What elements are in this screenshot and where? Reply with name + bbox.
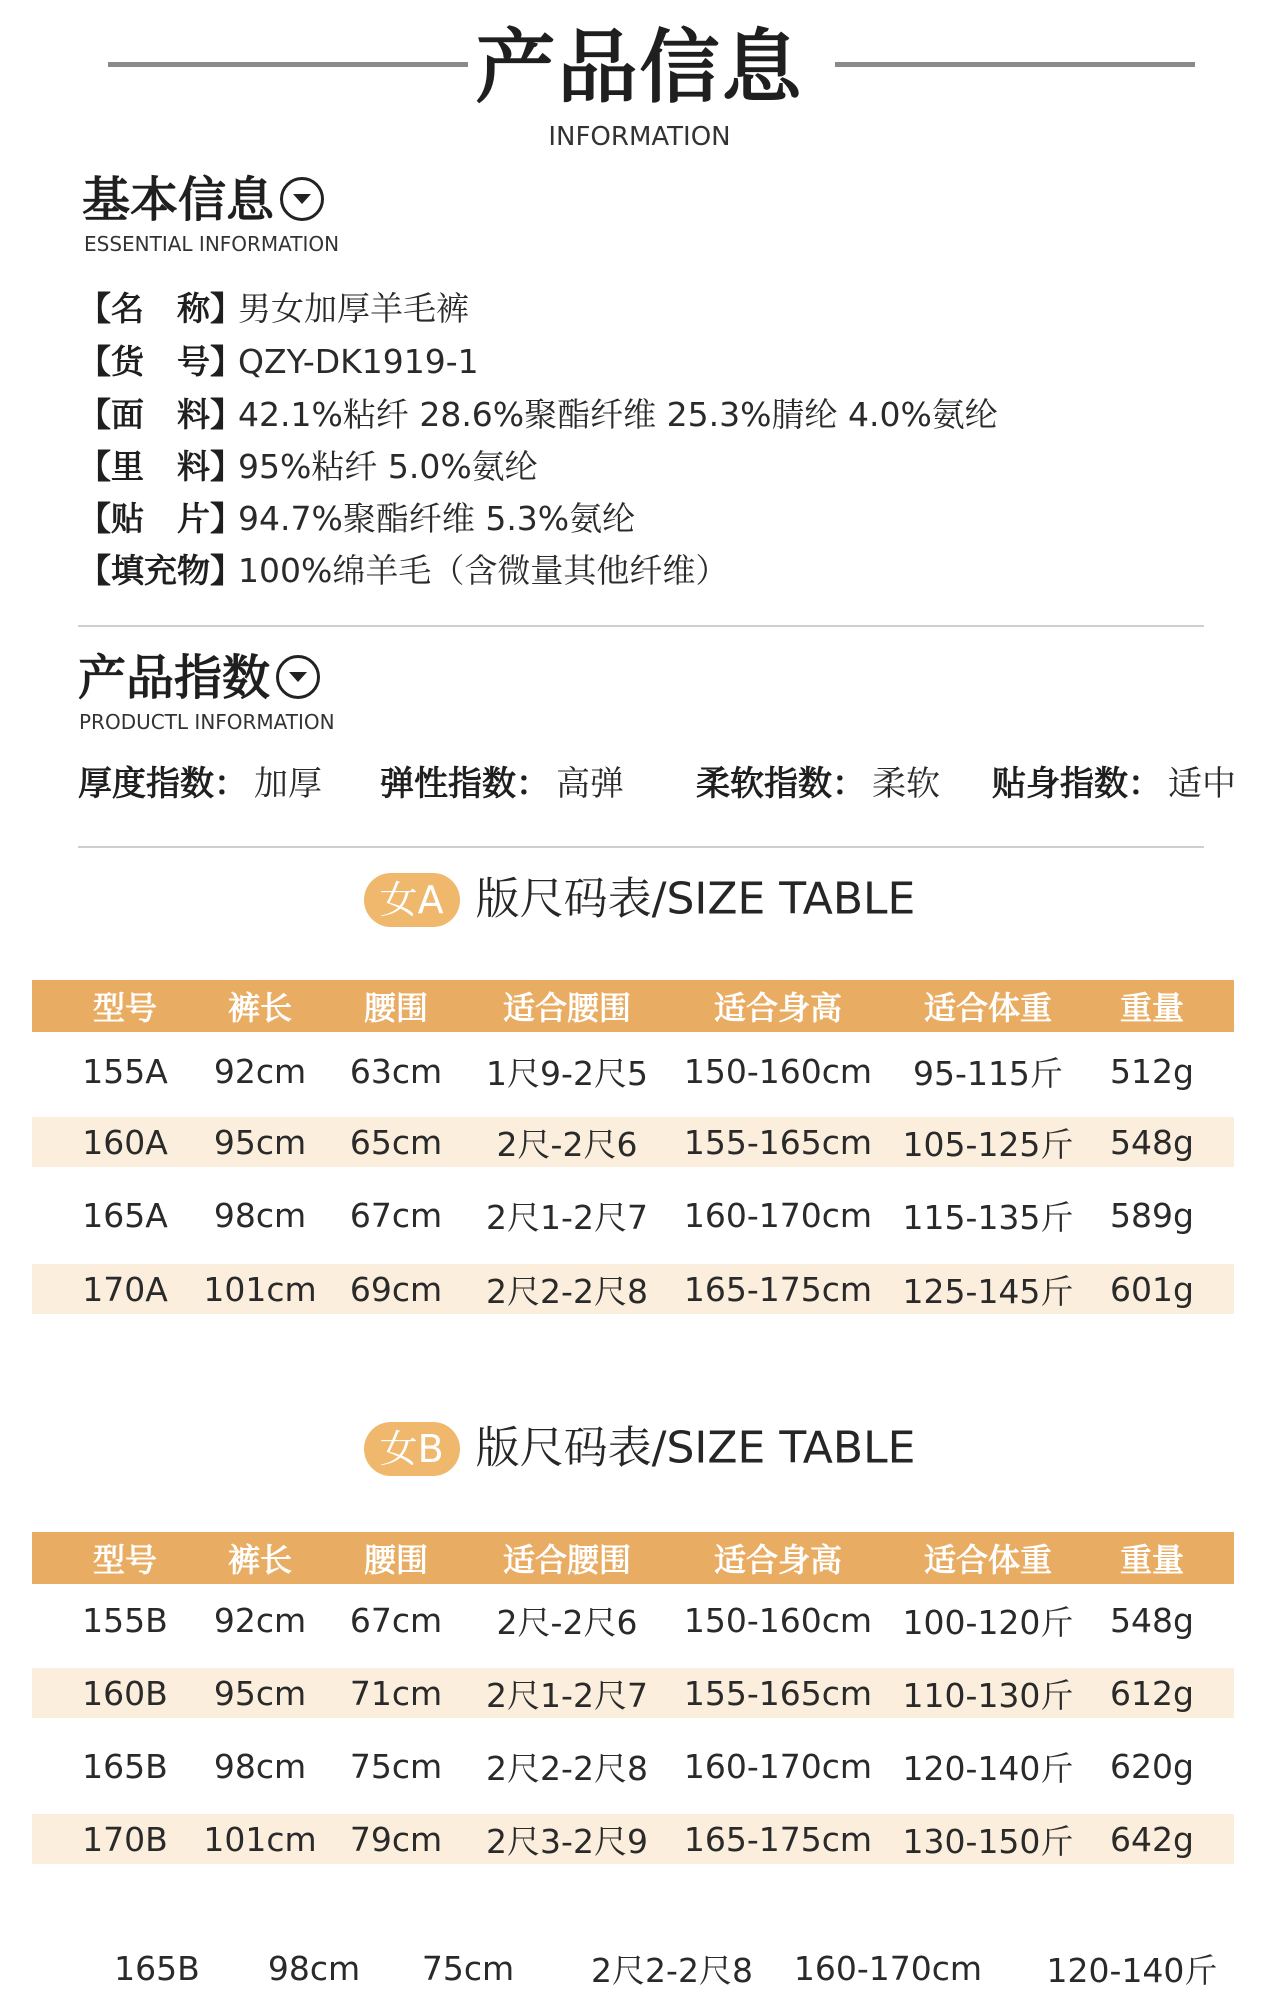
column-header: 重量 [1119,1541,1184,1579]
basic-info-subtitle: ESSENTIAL INFORMATION [84,232,340,256]
index-key: 弹性指数： [380,764,550,804]
chevron-down-icon [276,655,320,699]
info-row-fabric [78,389,998,441]
table-cell: 2尺2-2尺8 [591,1950,753,1990]
table-cell: 160B [82,1673,168,1713]
info-row-lining [78,441,538,493]
section-divider [78,846,1204,848]
table-cell: 65cm [349,1122,443,1162]
column-header: 重量 [1119,989,1184,1027]
table-row [32,1814,1234,1864]
column-header: 型号 [92,989,157,1027]
table-cell: 165B [82,1746,168,1786]
table-cell: 100-120斤 [902,1602,1074,1642]
chevron-down-icon [280,177,324,221]
column-header: 裤长 [227,1541,292,1579]
table-row [32,1187,1234,1243]
index-key: 柔软指数： [696,764,866,804]
column-header: 裤长 [227,989,292,1027]
cutoff-row [32,1938,1234,1998]
index-title: 产品指数 [78,650,271,706]
section-divider [78,625,1204,627]
table-cell: 75cm [349,1746,443,1786]
info-label: 【面 料】 [78,395,243,434]
index-value: 高弹 [556,764,624,804]
table-row [32,1117,1234,1167]
table-cell: 170B [82,1819,168,1859]
index-value: 适中 [1168,764,1236,804]
table-cell: 2尺1-2尺7 [486,1197,648,1237]
table-row [32,1668,1234,1718]
index-key: 贴身指数： [992,764,1162,804]
table-cell: 101cm [203,1819,317,1859]
table-cell: 71cm [349,1673,443,1713]
table-cell: 67cm [349,1600,443,1640]
table-cell: 92cm [213,1051,307,1091]
table-row [32,1264,1234,1314]
info-label: 【名 称】 [78,289,243,328]
column-header: 适合腰围 [502,1541,631,1579]
index-key: 厚度指数： [78,764,248,804]
page-subtitle: INFORMATION [548,122,731,152]
column-header: 型号 [92,1541,157,1579]
table-cell: 601g [1110,1269,1194,1309]
info-value: 42.1%粘纤 28.6%聚酯纤维 25.3%腈纶 4.0%氨纶 [238,395,998,434]
table-cell: 512g [1110,1051,1194,1091]
table-cell: 2尺1-2尺7 [486,1675,648,1715]
table-row [32,1043,1234,1099]
info-value: QZY-DK1919-1 [238,342,479,381]
table-header [32,1532,1234,1584]
info-row-patch [78,493,635,545]
table-cell: 105-125斤 [902,1124,1074,1164]
table-cell: 165B [114,1948,200,1988]
table-cell: 150-160cm [683,1051,873,1091]
table-cell: 155B [82,1600,168,1640]
size-table-b-title [0,1418,1279,1478]
basic-info-title: 基本信息 [82,172,275,228]
table-cell: 120-140斤 [1046,1950,1218,1990]
column-header: 腰围 [363,1541,428,1579]
table-cell: 67cm [349,1195,443,1235]
table-cell: 1尺9-2尺5 [486,1053,648,1093]
info-row-sku [78,336,479,388]
table-cell: 160A [82,1122,168,1162]
info-label: 【货 号】 [78,342,243,381]
table-cell: 155-165cm [683,1673,873,1713]
table-cell: 125-145斤 [902,1271,1074,1311]
table-cell: 170A [82,1269,168,1309]
table-cell: 155A [82,1051,168,1091]
table-cell: 110-130斤 [902,1675,1074,1715]
table-cell: 2尺-2尺6 [496,1602,638,1642]
table-cell: 98cm [213,1195,307,1235]
table-row [32,1738,1234,1794]
table-cell: 92cm [213,1600,307,1640]
table-cell: 612g [1110,1673,1194,1713]
column-header: 适合体重 [923,989,1052,1027]
table-cell: 160-170cm [683,1195,873,1235]
size-table-heading: 版尺码表/SIZE TABLE [475,1422,916,1474]
index-value: 柔软 [872,764,940,804]
table-cell: 98cm [213,1746,307,1786]
info-row-filling [78,545,728,597]
table-cell: 620g [1110,1746,1194,1786]
column-header: 适合身高 [713,989,842,1027]
table-cell: 95cm [213,1673,307,1713]
info-value: 94.7%聚酯纤维 5.3%氨纶 [238,499,636,538]
table-cell: 115-135斤 [902,1197,1074,1237]
table-cell: 63cm [349,1051,443,1091]
info-row-name [78,283,469,335]
table-cell: 69cm [349,1269,443,1309]
table-cell: 165-175cm [683,1269,873,1309]
info-label: 【里 料】 [78,447,243,486]
info-value: 男女加厚羊毛裤 [238,289,469,328]
table-cell: 165A [82,1195,168,1235]
table-cell: 642g [1110,1819,1194,1859]
table-cell: 2尺3-2尺9 [486,1821,648,1861]
index-value: 加厚 [254,764,322,804]
table-cell: 2尺2-2尺8 [486,1748,648,1788]
index-fit [992,762,1236,806]
index-softness [696,762,940,806]
table-cell: 548g [1110,1122,1194,1162]
table-cell: 75cm [421,1948,515,1988]
size-table-heading: 版尺码表/SIZE TABLE [475,873,916,925]
info-label: 【贴 片】 [78,499,243,538]
size-table-a-title [0,869,1279,929]
basic-info-heading [82,172,324,228]
page-title: 产品信息 [475,21,804,114]
table-cell: 150-160cm [683,1600,873,1640]
column-header: 适合体重 [923,1541,1052,1579]
table-cell: 95cm [213,1122,307,1162]
index-elasticity [380,762,624,806]
index-subtitle: PRODUCTL INFORMATION [79,710,335,734]
table-cell: 160-170cm [683,1746,873,1786]
table-row [32,1592,1234,1648]
info-value: 95%粘纤 5.0%氨纶 [238,447,538,486]
table-cell: 589g [1110,1195,1194,1235]
size-badge: 女B [364,1422,460,1476]
table-cell: 120-140斤 [902,1748,1074,1788]
column-header: 腰围 [363,989,428,1027]
table-cell: 98cm [267,1948,361,1988]
table-cell: 95-115斤 [913,1053,1063,1093]
table-cell: 165-175cm [683,1819,873,1859]
size-badge: 女A [364,873,460,927]
table-cell: 155-165cm [683,1122,873,1162]
index-thickness [78,762,322,806]
table-cell: 101cm [203,1269,317,1309]
table-cell: 2尺2-2尺8 [486,1271,648,1311]
index-heading [78,650,320,706]
column-header: 适合身高 [713,1541,842,1579]
table-cell: 130-150斤 [902,1821,1074,1861]
column-header: 适合腰围 [502,989,631,1027]
table-cell: 548g [1110,1600,1194,1640]
info-value: 100%绵羊毛（含微量其他纤维） [238,551,729,590]
table-cell: 2尺-2尺6 [496,1124,638,1164]
table-cell: 160-170cm [793,1948,983,1988]
info-label: 【填充物】 [78,551,243,590]
table-cell: 79cm [349,1819,443,1859]
table-header [32,980,1234,1032]
